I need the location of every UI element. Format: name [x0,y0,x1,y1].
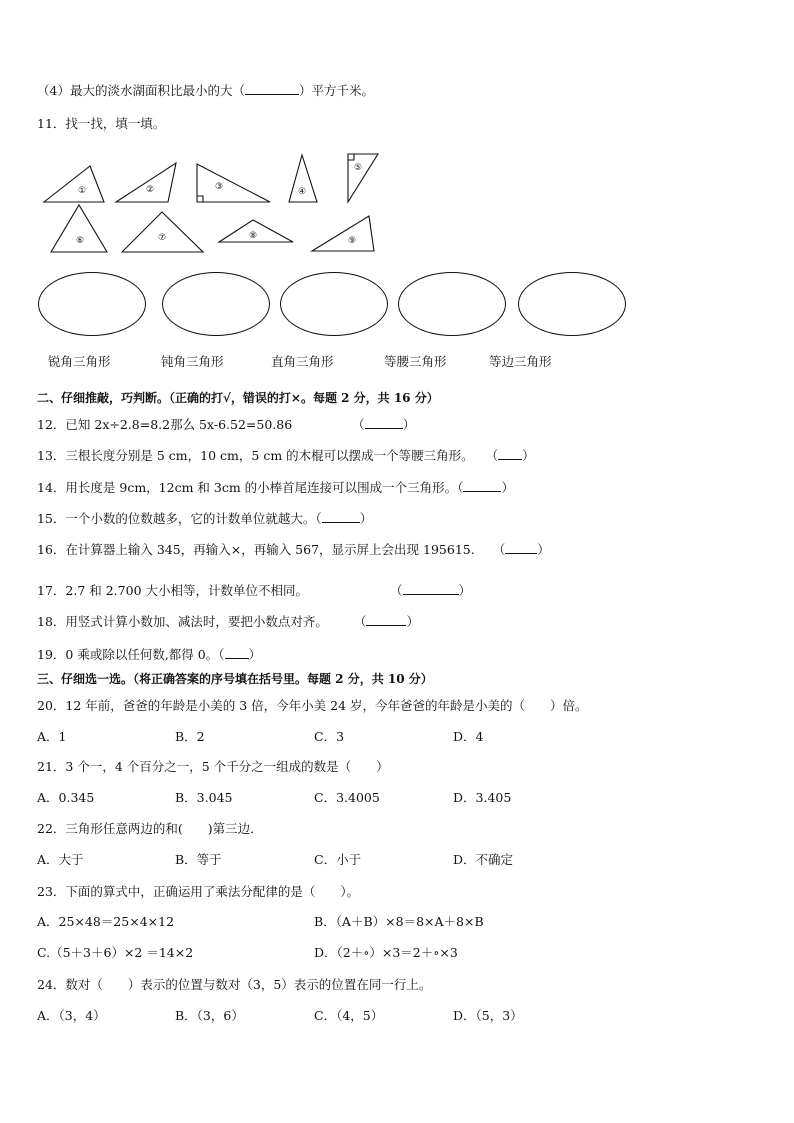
category-acute: 锐角三角形 [48,354,111,369]
q21-option-d[interactable]: D．3.405 [453,790,512,805]
q20-option-c[interactable]: C．3 [314,729,345,744]
sort-oval-isosceles[interactable] [398,272,506,336]
answer-blank[interactable] [322,510,360,523]
q23-option-d[interactable]: D．（2＋∘）×3＝2＋∘×3 [314,945,458,960]
q19: 19．0 乘或除以任何数,都得 0。（ ） [37,647,262,662]
q14: 14．用长度是 9cm，12cm 和 3cm 的小棒首尾连接可以围成一个三角形。（ ） [37,480,514,495]
sort-oval-obtuse[interactable] [162,272,270,336]
q22-option-c[interactable]: C．小于 [314,852,362,867]
triangle-6-label: ⑥ [75,236,85,246]
q24-option-b[interactable]: B．（3，6） [175,1008,244,1023]
q21-option-b[interactable]: B．3.045 [175,790,233,805]
section2-title: 二、仔细推敲，巧判断。（正确的打√，错误的打×。每题 2 分，共 16 分） [37,391,439,405]
q24: 24．数对（ ）表示的位置与数对（3，5）表示的位置在同一行上。 [37,977,432,992]
triangle-4-label: ④ [297,187,307,197]
answer-blank[interactable] [366,613,406,626]
sort-oval-right[interactable] [280,272,388,336]
triangle-2 [116,163,176,202]
q23-option-a[interactable]: A．25×48＝25×4×12 [37,914,175,929]
q20-option-a[interactable]: A．1 [37,729,67,744]
answer-blank[interactable] [365,416,403,429]
q22: 22．三角形任意两边的和( )第三边． [37,821,263,836]
q15: 15．一个小数的位数越多，它的计数单位就越大。（ ） [37,511,373,526]
q24-option-a[interactable]: A．（3，4） [37,1008,106,1023]
q20-option-b[interactable]: B．2 [175,729,205,744]
answer-blank[interactable] [225,646,249,659]
triangle-7-label: ⑦ [157,233,167,243]
triangle-1 [44,166,104,202]
q23-option-b[interactable]: B．（A＋B）×8＝8×A＋8×B [314,914,484,929]
triangle-9-label: ⑨ [347,236,357,246]
answer-blank[interactable] [505,541,537,554]
q21-option-c[interactable]: C．3.4005 [314,790,380,805]
triangle-5 [348,154,378,202]
q24-option-c[interactable]: C．（4，5） [314,1008,384,1023]
q13: 13．三根长度分别是 5 cm，10 cm，5 cm 的木棍可以摆成一个等腰三角形。 （ ） [37,448,535,463]
triangle-2-label: ② [145,185,155,195]
q20-option-d[interactable]: D．4 [453,729,484,744]
q17: 17．2.7 和 2.700 大小相等，计数单位不相同。 （ ） [37,583,472,598]
triangle-3 [197,164,270,202]
category-right: 直角三角形 [271,354,334,369]
answer-blank[interactable] [403,582,459,595]
triangle-9 [312,216,374,251]
q24-option-d[interactable]: D．（5，3） [453,1008,523,1023]
q22-option-d[interactable]: D．不确定 [453,852,514,867]
triangle-3-label: ③ [214,182,224,192]
q11-title: 11．找一找，填一填。 [37,116,166,131]
q20: 20．12 年前，爸爸的年龄是小美的 3 倍，今年小美 24 岁，今年爸爸的年龄是小美的（ ）倍。 [37,698,588,713]
answer-blank[interactable] [463,479,501,492]
category-equilateral: 等边三角形 [489,354,552,369]
triangle-5-label: ⑤ [353,163,363,173]
q22-option-b[interactable]: B．等于 [175,852,222,867]
q23: 23．下面的算式中，正确运用了乘法分配律的是（ ）。 [37,884,360,899]
q12: 12．已知 2x÷2.8=8.2那么 5x-6.52=50.86 （ ） [37,417,416,432]
q4-sub-line: （4）最大的淡水湖面积比最小的大（ ）平方千米。 [37,83,374,98]
answer-blank[interactable] [245,82,299,95]
q21-option-a[interactable]: A．0.345 [37,790,95,805]
q18: 18．用竖式计算小数加、减法时，要把小数点对齐。 （ ） [37,614,419,629]
sort-oval-acute[interactable] [38,272,146,336]
triangle-1-label: ① [77,186,87,196]
category-obtuse: 钝角三角形 [161,354,224,369]
answer-blank[interactable] [498,447,522,460]
triangle-7 [122,212,203,252]
sort-oval-equilateral[interactable] [518,272,626,336]
category-isosceles: 等腰三角形 [384,354,447,369]
q22-option-a[interactable]: A．大于 [37,852,84,867]
q21: 21．3 个一，4 个百分之一，5 个千分之一组成的数是（ ） [37,759,389,774]
triangle-8-label: ⑧ [248,231,258,241]
section3-title: 三、仔细选一选。（将正确答案的序号填在括号里。每题 2 分，共 10 分） [37,672,433,686]
q16: 16．在计算器上输入 345，再输入×，再输入 567，显示屏上会出现 195615. （ ） [37,542,550,557]
q23-option-c[interactable]: C.（5＋3＋6）×2 ＝14×2 [37,945,194,960]
